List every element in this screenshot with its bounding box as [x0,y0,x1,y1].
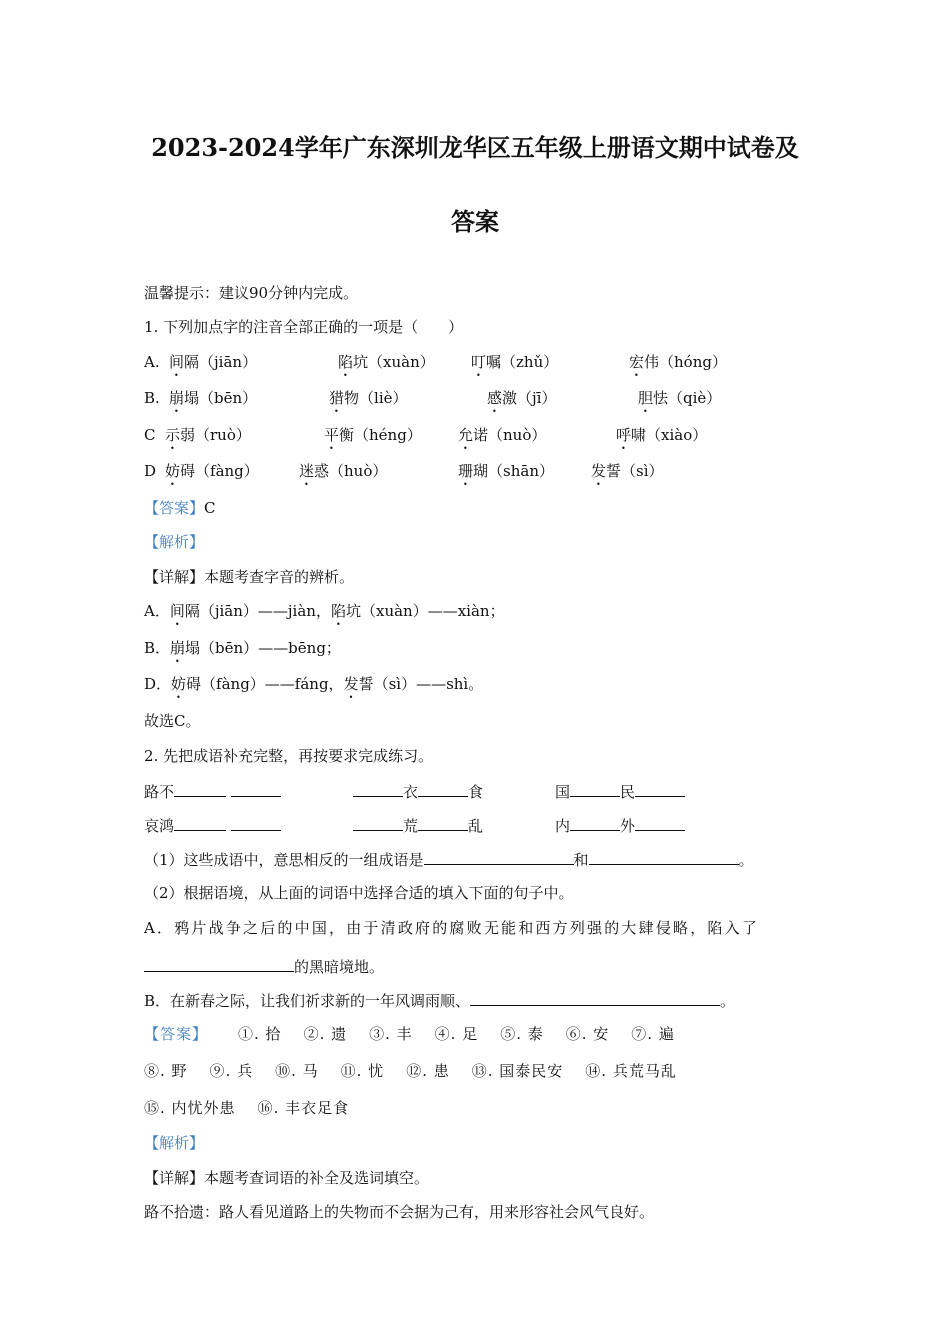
option-word: 崩塌（bēn） [169,389,258,407]
q2-answers-2: ⑧. 野 ⑨. 兵 ⑩. 马 ⑪. 忧 ⑫. 患 ⑬. 国泰民安 ⑭. 兵荒马乱 [144,1062,677,1080]
idiom-5: 荒 乱 [353,814,483,836]
q2-explain: 路不拾遗：路人看见道路上的失物而不会据为己有，用来形容社会风气良好。 [144,1203,655,1221]
option-word: 珊瑚（shān） [458,462,554,480]
option-word: 猎物（liè） [329,389,408,407]
q2-sub2: （2）根据语境，从上面的词语中选择合适的填入下面的句子中。 [144,884,574,902]
option-word: 陷坑（xuàn） [338,353,435,371]
q1-detail: 【详解】本题考查字音的辨析。 [144,568,355,586]
q1-conclusion: 故选C。 [144,712,201,730]
q2-stem: 2. 先把成语补充完整，再按要求完成练习。 [144,747,434,765]
option-word: 叮嘱（zhǔ） [471,353,559,371]
option-word: 允诺（nuò） [458,426,547,444]
q2-a2: 的黑暗境地。 [144,955,384,977]
answer-label: 【答案】 [144,499,205,517]
option-word: 间隔（jiān） [169,353,258,371]
option-label: A. [144,353,160,371]
idiom-4: 哀鸿 [144,814,281,836]
q1-answer [144,498,216,518]
q2-sub1: （1）这些成语中，意思相反的一组成语是 和 。 [144,848,754,870]
doc-title-line2: 答案 [451,207,499,236]
q1-stem: 1. 下列加点字的注音全部正确的一项是（ ） [144,318,464,336]
tip: 温馨提示：建议90分钟内完成。 [144,284,359,302]
option-word: 发誓（sì） [591,462,664,480]
doc-title-line1: 2023-2024学年广东深圳龙华区五年级上册语文期中试卷及 [151,133,799,162]
q2-answers-3: ⑮. 内忧外患 ⑯. 丰衣足食 [144,1099,350,1117]
idiom-3: 国 民 [555,780,685,802]
option-word: 平衡（héng） [324,426,422,444]
q2-detail: 【详解】本题考查词语的补全及选词填空。 [144,1169,430,1187]
q1-analysis-label: 【解析】 [144,533,205,551]
q2-analysis-label: 【解析】 [144,1134,205,1152]
q2-answers-1: 【答案】 ①. 拾 ②. 遗 ③. 丰 ④. 足 ⑤. 泰 ⑥. 安 ⑦. 遍 [144,1025,675,1043]
answer-value: C [204,499,216,517]
option-label: D [144,462,157,480]
q1-detail-line: A．间隔（jiān）——jiàn，陷坑（xuàn）——xiàn； [144,602,505,620]
idiom-2: 衣 食 [353,780,483,802]
idiom-1: 路不 [144,780,281,802]
option-word: 示弱（ruò） [165,426,251,444]
option-word: 宏伟（hóng） [629,353,727,371]
option-word: 妨碍（fàng） [165,462,259,480]
option-word: 胆怯（qiè） [638,389,722,407]
idiom-6: 内 外 [555,814,685,836]
option-label: B. [144,389,160,407]
option-word: 感激（jī） [487,389,557,407]
q1-detail-line: B．崩塌（bēn）——bēng； [144,639,341,657]
q2-b: B．在新春之际，让我们祈求新的一年风调雨顺、 。 [144,989,735,1011]
option-word: 呼啸（xiào） [616,426,708,444]
q1-detail-line: D．妨碍（fàng）——fáng，发誓（sì）——shì。 [144,675,484,693]
option-label: C [144,426,156,444]
option-word: 迷惑（huò） [299,462,388,480]
q2-a1: A．鸦片战争之后的中国，由于清政府的腐败无能和西方列强的大肆侵略，陷入了 [144,919,760,937]
